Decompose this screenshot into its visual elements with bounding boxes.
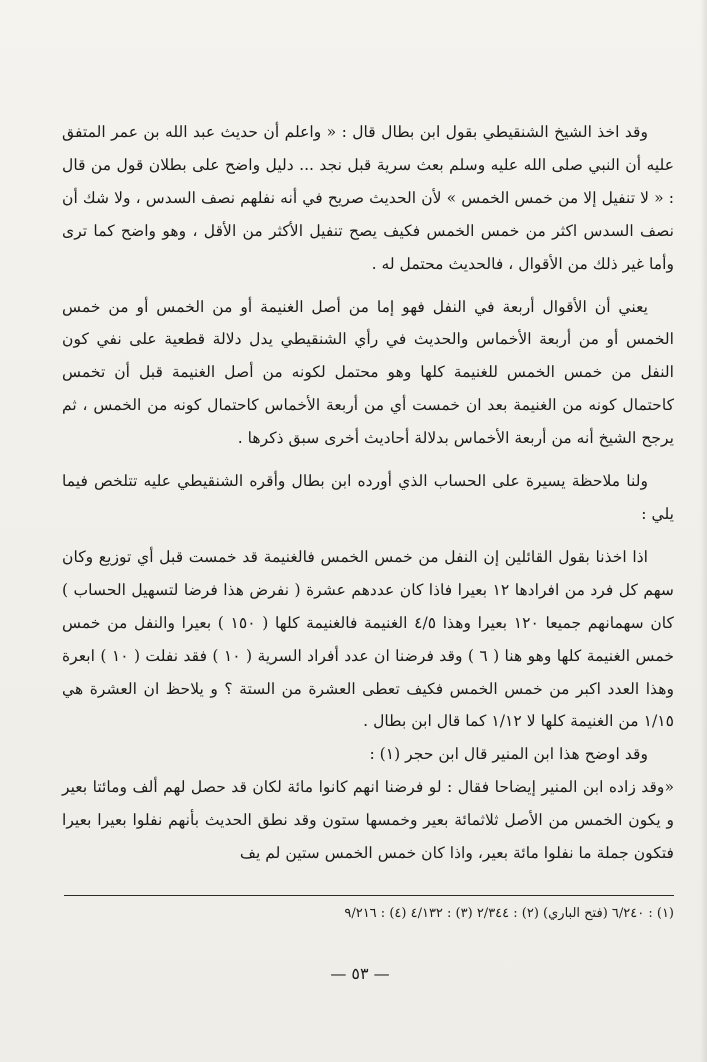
paragraph-calculation: اذا اخذنا بقول القائلين إن النفل من خمس الخمس فالغنيمة قد خمست قبل أي توزيع وكان سهم كل فرد من افرادها ١٢ بعيرا فاذا كان عددهم عشرة ( نفرض هذا فرضا لتسهيل الحساب ) كان سهمانهم جميعا ١٢٠ بعيرا وهذا ٤/٥ الغنيمة فالغنيمة كلها ( ١٥٠ ) بعيرا والنفل من خمس خمس الغنيمة كلها وهو هنا ( ٦ ) وقد فرضنا ان عدد أفراد السرية ( ١٠ ) فقد نفلت ( ١٠ ) ابعرة وهذا العدد اكبر من خمس الخمس فكيف تعطى العشرة من الستة ؟ و يلاحظ ان العشرة هي ١/١٥ من الغنيمة كلها لا ١/١٢ كما قال ابن بطال .: [62, 547, 675, 731]
page-edge-shadow: [700, 0, 707, 1062]
page-number: — ٥٣ —: [330, 964, 390, 983]
paragraph-observation-intro: ولنا ملاحظة يسيرة على الحساب الذي أورده ابن بطال وأقره الشنقيطي عليه تتلخص فيما يلي :: [62, 472, 674, 523]
paragraph-four-opinions: يعني أن الأقوال أربعة في النفل فهو إما من أصل الغنيمة أو من الخمس أو من خمس الخمس أو من أربعة الأخماس والحديث في رأي الشنقيطي يدل دلالة قطعية على نفي كون النفل من خمس الخمس للغنيمة كلها وهو محتمل لكونه من أصل الغنيمة قبل أن تخمس كاحتمال كونه من الغنيمة بعد ان خمست أي من أربعة الأخماس كاحتمال كونه من الخمس ، ثم يرجح الشيخ أنه من أربعة الأخماس بدلالة أحاديث أخرى سبق ذكرها .: [62, 297, 674, 448]
paragraph-ibn-battal-quote: وقد اخذ الشيخ الشنقيطي بقول ابن بطال قال : « واعلم أن حديث عبد الله بن عمر المتفق عليه أن النبي صلى الله عليه وسلم بعث سرية قبل نجد ... دليل واضح على بطلان قول من قال : « لا تنفيل إلا من خمس الخمس » لأن الحديث صريح في أنه نفلهم نصف السدس ، ولا شك أن نصف السدس اكثر من خمس الخمس فكيف يصح تنفيل الأكثر من الأقل ، وهو واضح كما ترى وأما غير ذلك من الأقوال ، فالحديث محتمل له .: [62, 123, 674, 273]
paragraph-ibn-munir-quote: «وقد زاده ابن المنير إيضاحا فقال : لو فرضنا انهم كانوا مائة لكان قد حصل لهم ألف ومائتا بعير و يكون الخمس من الأصل ثلاثمائة بعير وخمسها ستون وقد نطق الحديث بأنهم نفلوا بعيرا بعيرا فتكون جملة ما نفلوا مائة بعير، واذا كان خمس الخمس ستين لم يف: [62, 778, 674, 863]
footnote-divider: [64, 895, 674, 896]
body-text: [62, 116, 674, 870]
paragraph-ibn-hajar-intro: وقد اوضح هذا ابن المنير قال ابن حجر (١) :: [369, 745, 648, 764]
footnotes: (١) : ٦/٢٤٠ (فتح الباري) (٢) : ٢/٣٤٤ (٣) : ٤/١٣٢ (٤) : ٩/٢١٦: [344, 906, 674, 921]
